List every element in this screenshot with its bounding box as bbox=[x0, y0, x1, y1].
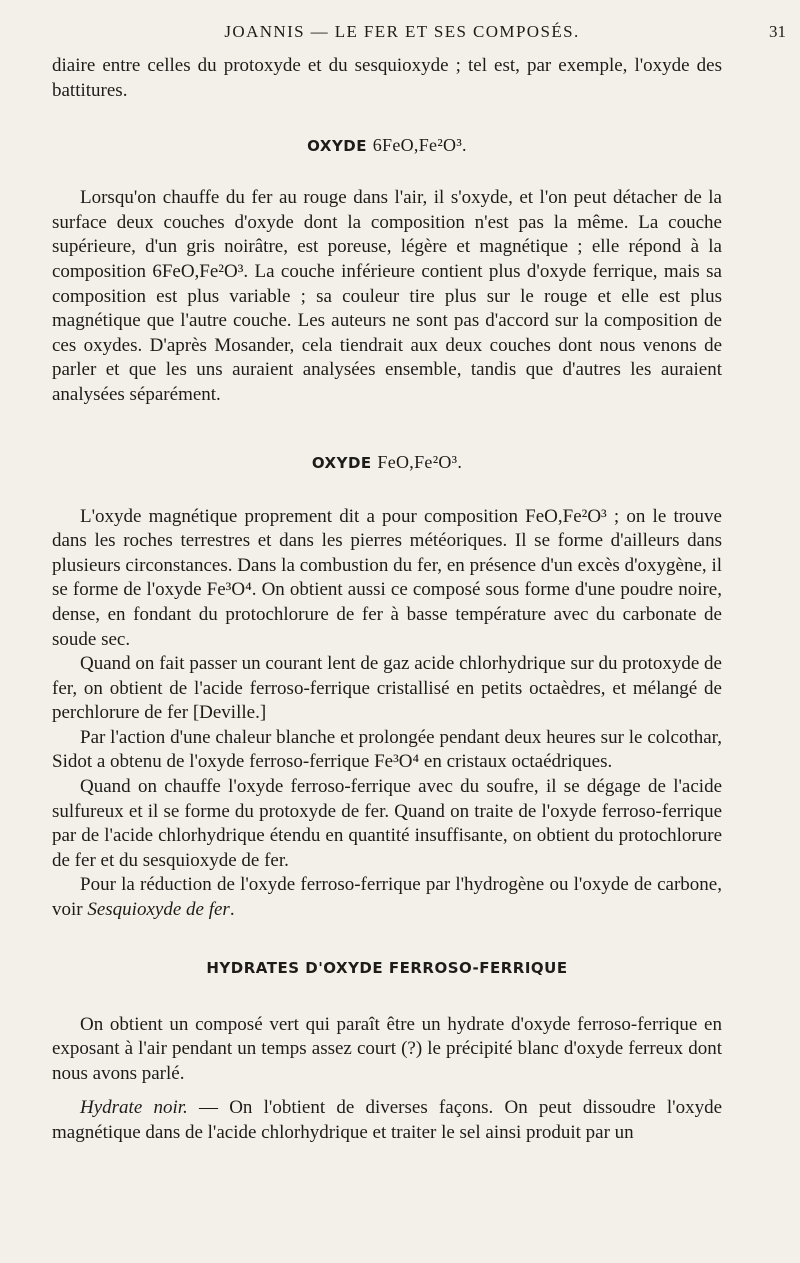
paragraph-text: Pour la réduction de l'oxyde ferroso-ferrique par l'hydrogène ou l'oxyde de carbone, voir bbox=[52, 874, 722, 921]
section-heading-hydrates: HYDRATES D'OXYDE FERROSO-FERRIQUE bbox=[206, 958, 568, 977]
paragraph-body: On obtient un composé vert qui paraît être un hydrate d'oxyde ferroso-ferrique en exposant à l'air pendant un temps assez court (?) le précipité blanc d'oxyde ferreux dont nous avons parlé. bbox=[52, 1013, 722, 1084]
paragraph-text: — On l'obtient de diverses façons. On peut dissoudre l'oxyde magnétique dans de l'acide chlorhydrique et traiter le sel ainsi produit par un bbox=[52, 1097, 723, 1143]
paragraph-body: Lorsqu'on chauffe du fer au rouge dans l'air, il s'oxyde, et l'on peut détacher de la surface deux couches d'oxyde dont la composition n'est pas la même. La couche supérieure, d'un gris noirâtre, est poreuse, légère et magnétique ; elle répond à la composition 6FeO,Fe²O³. La couche inférieure contient plus d'oxyde ferrique, mais sa composition est plus variable ; sa couleur tire plus sur le rouge et elle est plus magnétique que l'autre couche. Les auteurs ne sont pas d'accord sur la composition de ces oxydes. D'après Mosander, cela tiendrait aux deux couches dont nous venons de parler et que les uns auraient analysées ensemble, tandis que d'autres les auraient analysées séparément. bbox=[52, 187, 722, 405]
paragraph-body: Par l'action d'une chaleur blanche et prolongée pendant deux heures sur le colcothar, Sidot a obtenu de l'oxyde ferroso-ferrique Fe³O⁴ en cristaux octaédriques. bbox=[52, 726, 722, 773]
heading-label: OXYDE bbox=[311, 453, 372, 472]
paragraph-body bbox=[52, 873, 722, 922]
page-number: 31 bbox=[769, 22, 786, 41]
paragraph-gap bbox=[52, 1086, 722, 1096]
heading-formula: FeO,Fe²O³. bbox=[377, 451, 463, 472]
section-heading-oxyde-6feo bbox=[52, 135, 722, 156]
running-title: JOANNIS — LE FER ET SES COMPOSÉS. bbox=[224, 22, 580, 41]
paragraph-end: . bbox=[229, 899, 235, 921]
section-heading-oxyde-feo bbox=[52, 452, 722, 473]
running-header bbox=[52, 22, 786, 50]
heading-formula: 6FeO,Fe²O³. bbox=[372, 135, 467, 156]
paragraph-body bbox=[52, 1096, 722, 1145]
paragraph-body: Quand on chauffe l'oxyde ferroso-ferrique avec du soufre, il se dégage de l'acide sulfureux et il se forme du protoxyde de fer. Quand on traite de l'oxyde ferroso-ferrique par de l'acide chlorhydrique étendu en quantité insuffisante, on obtient du protochlorure de fer et du sesquioxyde de fer. bbox=[52, 776, 722, 871]
paragraph-body: L'oxyde magnétique proprement dit a pour composition FeO,Fe²O³ ; on le trouve dans les roches terrestres et dans les pierres météoriques. Il se forme d'ailleurs dans plusieurs circonstances. Dans la combustion du fer, en présence d'un excès d'oxygène, il se forme de l'oxyde Fe³O⁴. On obtient aussi ce composé sous forme d'une poudre noire, dense, en fondant du protochlorure de fer à basse température avec du carbonate de soude sec. bbox=[52, 505, 722, 650]
paragraph-continued: diaire entre celles du protoxyde et du sesquioxyde ; tel est, par exemple, l'oxyde des battitures. bbox=[52, 55, 722, 101]
heading-label: OXYDE bbox=[307, 137, 367, 156]
paragraph-body: Quand on fait passer un courant lent de gaz acide chlorhydrique sur du protoxyde de fer, on obtient de l'acide ferroso-ferrique cristallisé en petits octaèdres, et mélangé de perchlorure de fer [Deville.] bbox=[52, 653, 722, 724]
cross-reference: Sesquioxyde de fer bbox=[87, 899, 230, 921]
run-in-heading: Hydrate noir. bbox=[80, 1097, 188, 1119]
